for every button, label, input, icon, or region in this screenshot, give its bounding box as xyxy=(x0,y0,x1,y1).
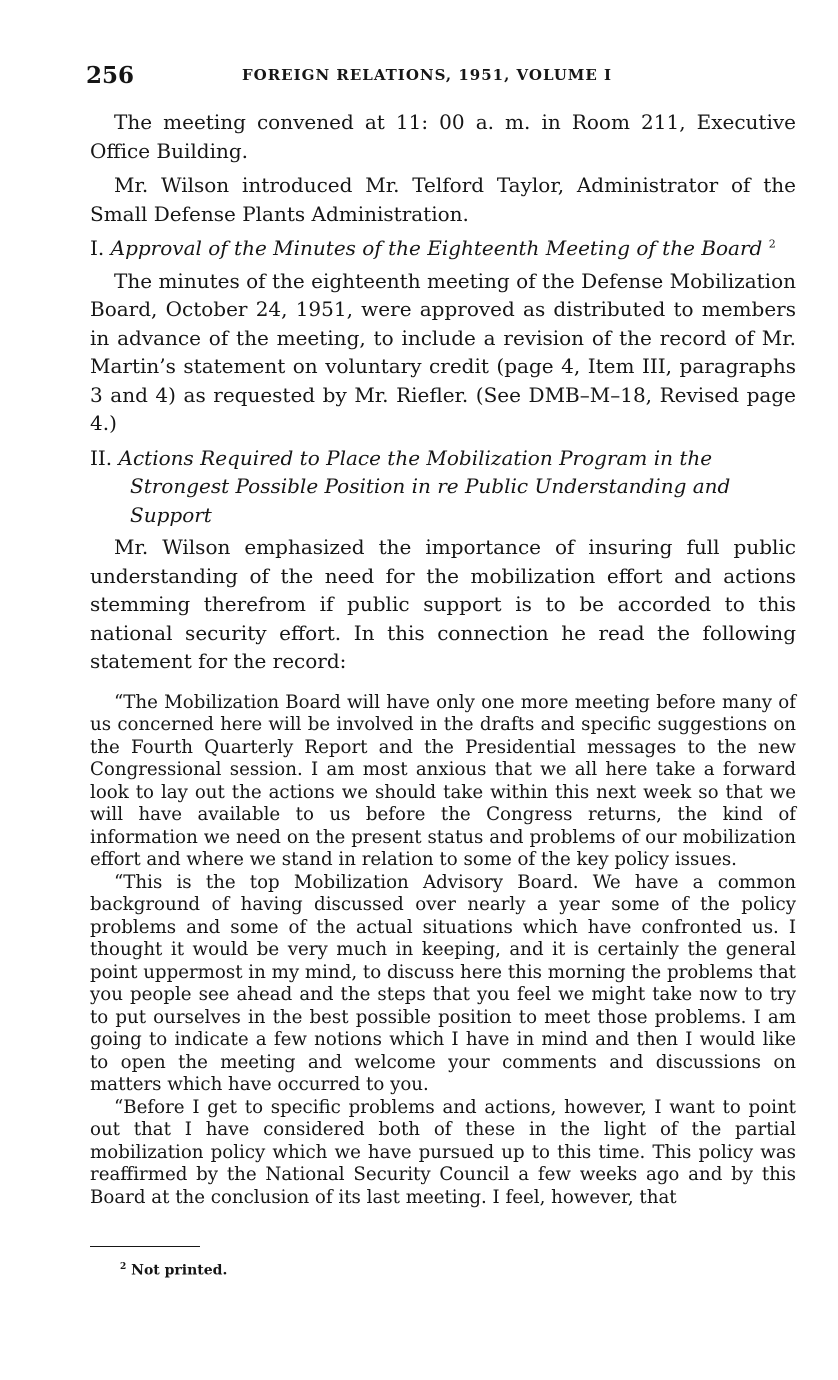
page-number: 256 xyxy=(86,62,135,89)
footnote-reference: 2 xyxy=(768,237,776,251)
quoted-statement xyxy=(90,692,796,1210)
section-heading-2 xyxy=(90,444,796,530)
running-title: FOREIGN RELATIONS, 1951, VOLUME I xyxy=(242,66,613,84)
paragraph-wilson-emphasis: Mr. Wilson emphasized the importance of insuring full public understanding of the need for the mobilization effort and actions stemming therefrom if public support is to be accorded to this national security effort. In this connection he read the following statement for the record: xyxy=(90,535,796,673)
quote-paragraph-3: “Before I get to specific problems and actions, however, I want to point out that I have considered both of these in the light of the partial mobilization policy which we have pursued up to this time. This policy was reaffirmed by the National Security Council a few weeks ago and by this Board at the conclusion of its last meeting. I feel, however, that xyxy=(90,1096,796,1208)
section-heading-1 xyxy=(90,234,796,263)
section-number-1: I. xyxy=(90,236,105,260)
paragraph-introduction: Mr. Wilson introduced Mr. Telford Taylor, Administrator of the Small Defense Plants Administration. xyxy=(90,173,796,226)
footnote xyxy=(120,1262,227,1279)
paragraph-minutes-approval: The minutes of the eighteenth meeting of the Defense Mobilization Board, October 24, 1951, were approved as distributed to members in advance of the meeting, to include a revision of the record of Mr. Martin’s statement on voluntary credit (page 4, Item III, paragraphs 3 and 4) as requested by Mr. Riefler. (See DMB–M–18, Revised page 4.) xyxy=(90,268,796,435)
paragraph-meeting-convened: The meeting convened at 11: 00 a. m. in Room 211, Executive Office Building. xyxy=(90,110,796,163)
footnote-divider xyxy=(90,1246,200,1247)
section-title-1: Approval of the Minutes of the Eighteenth Meeting of the Board xyxy=(110,236,763,260)
quote-paragraph-2: “This is the top Mobilization Advisory Board. We have a common background of having discussed over nearly a year some of the policy problems and some of the actual situations which have confronted us. I thought it would be very much in keeping, and it is certainly the general point uppermost in my mind, to discuss here this morning the problems that you people see ahead and the steps that you feel we might take now to try to put ourselves in the best possible position to meet those problems. I am going to indicate a few notions which I have in mind and then I would like to open the meeting and welcome your comments and discussions on matters which have occurred to you. xyxy=(90,871,796,1095)
section-title-2: Actions Required to Place the Mobilization Program in the Strongest Possible Position in re Public Understanding and Support xyxy=(118,445,731,527)
document-page xyxy=(86,62,796,1209)
quote-paragraph-1: “The Mobilization Board will have only one more meeting before many of us concerned here will be involved in the drafts and specific suggestions on the Fourth Quarterly Report and the Presidential messages to the new Congressional session. I am most anxious that we all here take a forward look to lay out the actions we should take within this next week so that we will have available to us before the Congress returns, the kind of information we need on the present status and problems of our mobilization effort and where we stand in relation to some of the key policy issues. xyxy=(90,691,796,870)
page-header xyxy=(86,62,796,92)
footnote-text: Not printed. xyxy=(131,1262,228,1279)
section-number-2: II. xyxy=(90,445,113,470)
footnote-marker: 2 xyxy=(120,1262,127,1272)
